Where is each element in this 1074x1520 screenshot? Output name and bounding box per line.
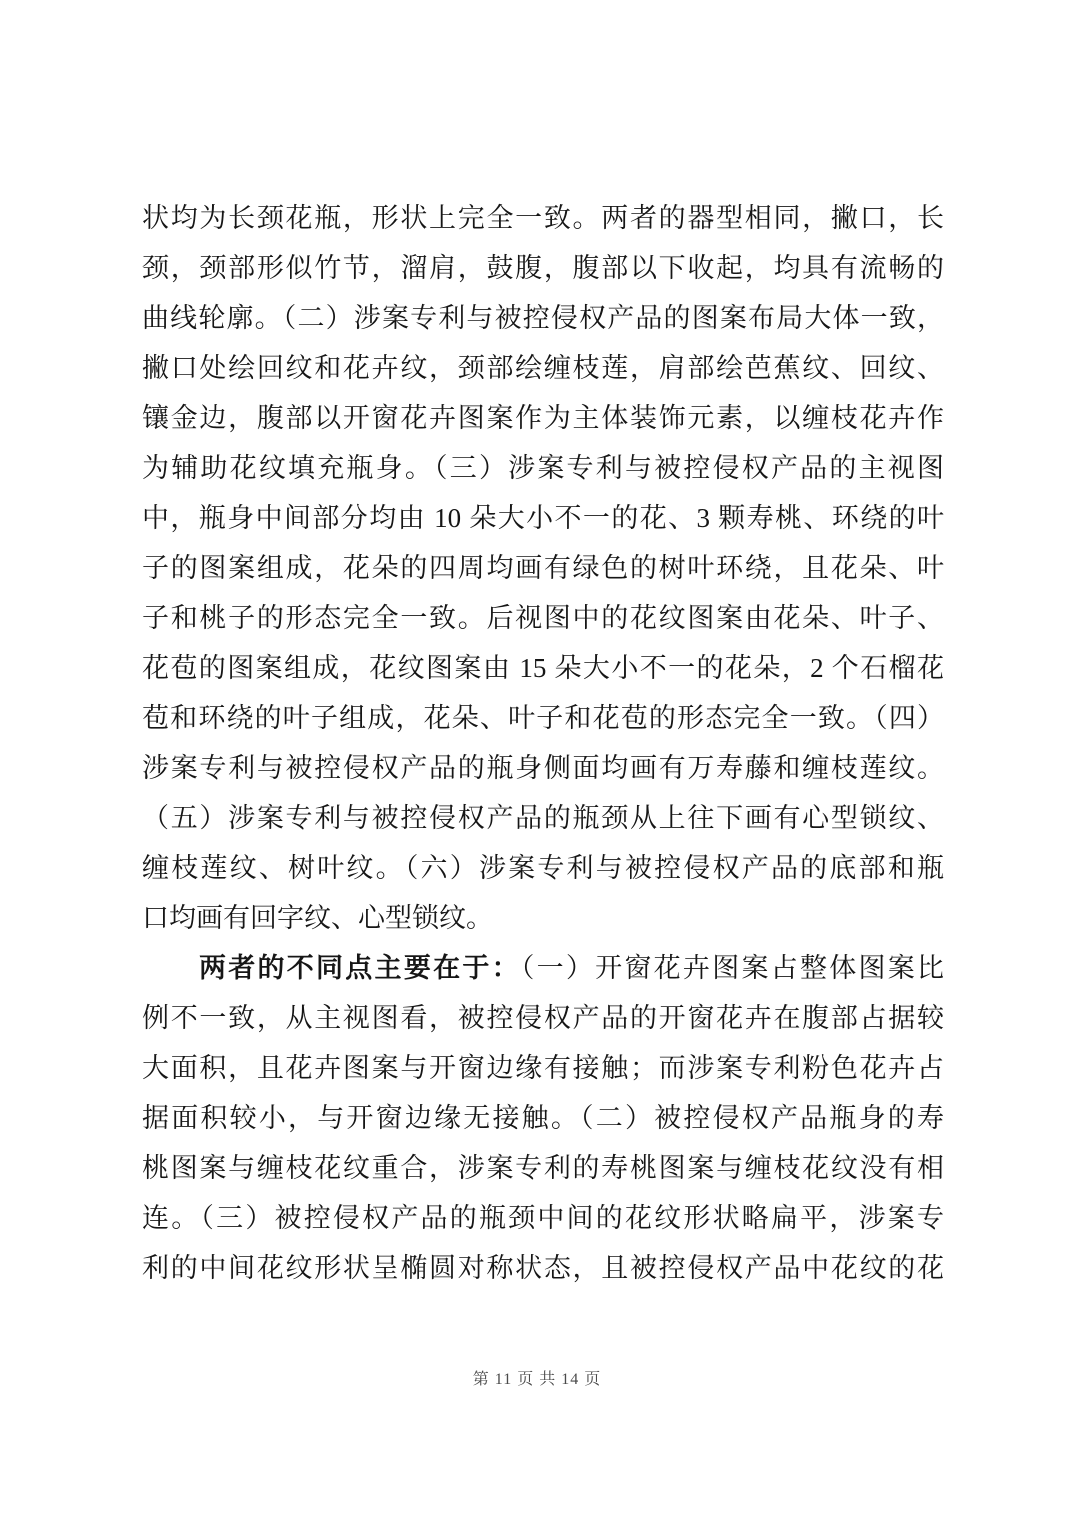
paragraph-lead-rest: （一）开窗花卉图案占整体图案比 [520,953,945,983]
page-number-label: 第 11 页 共 14 页 [472,1371,602,1388]
text-line: 中，瓶身中间部分均由 10 朵大小不一的花、3 颗寿桃、环绕的叶 [142,503,944,533]
text-line: 连。（三）被控侵权产品的瓶颈中间的花纹形状略扁平，涉案专 [142,1203,944,1233]
text-line: 镶金边，腹部以开窗花卉图案作为主体装饰元素，以缠枝花卉作 [142,403,944,433]
text-line: 曲线轮廓。（二）涉案专利与被控侵权产品的图案布局大体一致， [142,303,944,333]
text-line: 撇口处绘回纹和花卉纹，颈部绘缠枝莲，肩部绘芭蕉纹、回纹、 [142,353,944,383]
text-line: 缠枝莲纹、树叶纹。（六）涉案专利与被控侵权产品的底部和瓶 [142,853,944,883]
text-line-paragraph-start [142,943,944,993]
text-line: 桃图案与缠枝花纹重合，涉案专利的寿桃图案与缠枝花纹没有相 [142,1153,944,1183]
text-line: 口均画有回字纹、心型锁纹。 [142,903,493,933]
text-line: 子和桃子的形态完全一致。后视图中的花纹图案由花朵、叶子、 [142,603,944,633]
text-line: 例不一致，从主视图看，被控侵权产品的开窗花卉在腹部占据较 [142,1003,944,1033]
paragraph-lead-bold: 两者的不同点主要在于： [199,953,521,983]
text-line: 花苞的图案组成，花纹图案由 15 朵大小不一的花朵，2 个石榴花 [142,653,944,683]
text-line: 据面积较小，与开窗边缘无接触。（二）被控侵权产品瓶身的寿 [142,1103,944,1133]
page-footer [0,1369,1074,1391]
text-line: 大面积，且花卉图案与开窗边缘有接触；而涉案专利粉色花卉占 [142,1053,944,1083]
text-line: 涉案专利与被控侵权产品的瓶身侧面均画有万寿藤和缠枝莲纹。 [142,753,944,783]
text-line: 苞和环绕的叶子组成，花朵、叶子和花苞的形态完全一致。（四） [142,703,944,733]
text-line: 为辅助花纹填充瓶身。（三）涉案专利与被控侵权产品的主视图 [142,453,944,483]
text-line: 利的中间花纹形状呈椭圆对称状态，且被控侵权产品中花纹的花 [142,1253,944,1283]
text-line: 子的图案组成，花朵的四周均画有绿色的树叶环绕，且花朵、叶 [142,553,944,583]
text-line: 颈，颈部形似竹节，溜肩，鼓腹，腹部以下收起，均具有流畅的 [142,253,944,283]
body-text [142,193,944,1293]
text-line: 状均为长颈花瓶，形状上完全一致。两者的器型相同，撇口，长 [142,203,944,233]
text-line: （五）涉案专利与被控侵权产品的瓶颈从上往下画有心型锁纹、 [142,803,944,833]
